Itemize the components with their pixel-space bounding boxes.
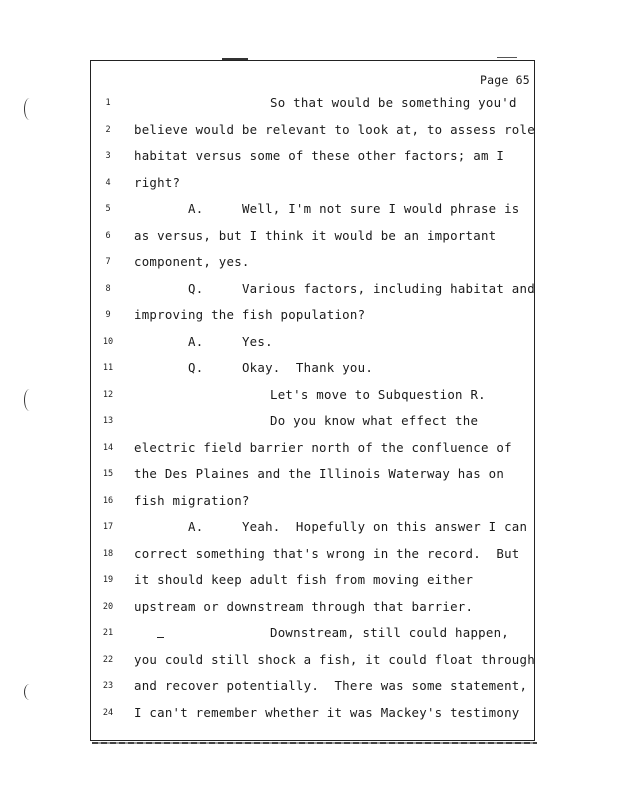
line-number: 12 xyxy=(102,389,114,400)
transcript-line-text: correct something that's wrong in the record. But xyxy=(134,545,520,561)
line-number: 13 xyxy=(102,416,114,426)
transcript-line-text: Q. Okay. Thank you. xyxy=(188,360,374,375)
frame-bottom-edge xyxy=(92,742,537,744)
line-number: 8 xyxy=(105,283,111,294)
page-number: Page 65 xyxy=(480,73,530,87)
line-number: 17 xyxy=(102,522,114,532)
transcript-line-text: A. Well, I'm not sure I would phrase is xyxy=(188,201,520,216)
line-number: 4 xyxy=(105,177,111,188)
line-number: 18 xyxy=(102,548,114,559)
transcript-line-text: it should keep adult fish from moving either xyxy=(134,572,474,587)
transcript-line-text: and recover potentially. There was some statement, xyxy=(134,678,528,693)
stray-mark xyxy=(157,637,164,638)
line-number: 2 xyxy=(105,124,111,135)
line-number: 16 xyxy=(102,495,114,506)
line-number: 23 xyxy=(102,681,114,691)
line-number: 10 xyxy=(102,336,114,347)
line-number: 22 xyxy=(102,654,114,665)
transcript-line-text: fish migration? xyxy=(134,492,250,508)
line-number: 3 xyxy=(105,151,111,161)
transcript-line-text: Do you know what effect the xyxy=(270,413,479,428)
line-number: 15 xyxy=(102,469,114,479)
transcript-line-text: improving the fish population? xyxy=(134,307,366,322)
transcript-line-text: component, yes. xyxy=(134,254,250,269)
top-edge-mark xyxy=(222,58,248,60)
line-number: 19 xyxy=(102,575,114,585)
top-edge-mark-right xyxy=(497,57,517,58)
line-number: 21 xyxy=(102,628,114,638)
transcript-line-text: Q. Various factors, including habitat and xyxy=(188,280,535,296)
transcript-line-text: A. Yes. xyxy=(188,333,273,349)
transcript-line-text: So that would be something you'd xyxy=(270,95,517,110)
line-number: 24 xyxy=(102,707,114,718)
transcript-line-text: Let's move to Subquestion R. xyxy=(270,386,486,402)
line-number: 6 xyxy=(105,230,111,241)
line-number: 1 xyxy=(105,98,111,108)
transcript-line-text: as versus, but I think it would be an important xyxy=(134,227,497,243)
transcript-line-text: you could still shock a fish, it could float through xyxy=(134,651,535,667)
line-number: 20 xyxy=(102,601,114,612)
transcript-line-text: Downstream, still could happen, xyxy=(270,625,510,640)
transcript-line-text: electric field barrier north of the confluence of xyxy=(134,439,512,455)
line-number: 9 xyxy=(105,310,111,320)
transcript-line-text: habitat versus some of these other factors; am I xyxy=(134,148,505,163)
punch-hole-mark-bottom xyxy=(24,684,35,700)
transcript-line-text: A. Yeah. Hopefully on this answer I can xyxy=(188,519,528,534)
line-number: 14 xyxy=(102,442,114,453)
transcript-line-text: believe would be relevant to look at, to assess role xyxy=(134,121,535,137)
transcript-line-text: the Des Plaines and the Illinois Waterway has on xyxy=(134,466,505,481)
transcript-line-text: right? xyxy=(134,174,181,190)
line-number: 7 xyxy=(105,257,111,267)
punch-hole-mark-top xyxy=(24,98,35,120)
punch-hole-mark-middle xyxy=(24,389,35,411)
transcript-line-text: upstream or downstream through that barrier. xyxy=(134,598,474,614)
line-number: 11 xyxy=(102,363,114,373)
line-number: 5 xyxy=(105,204,111,214)
transcript-line-text: I can't remember whether it was Mackey's testimony xyxy=(134,704,520,720)
